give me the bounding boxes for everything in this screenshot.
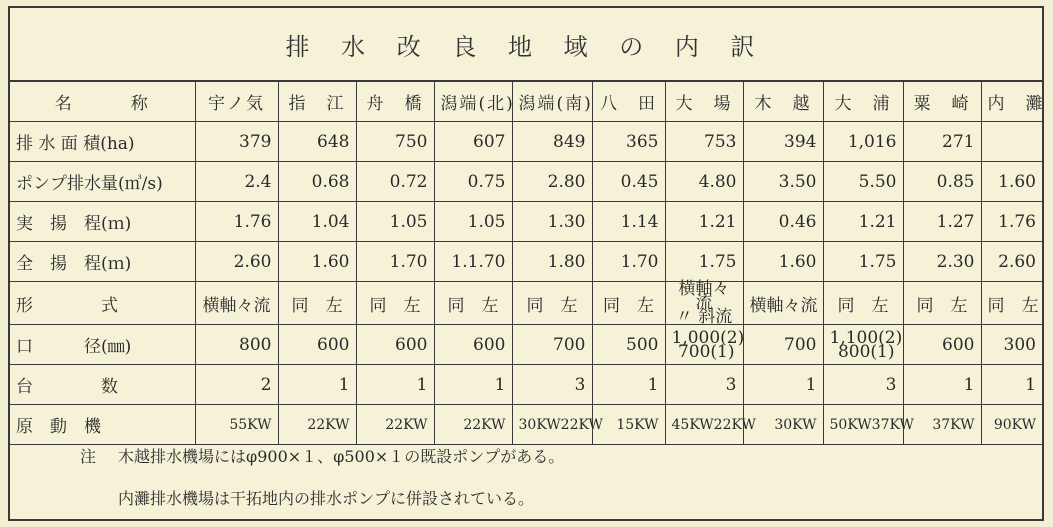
table-cell: 800 — [195, 325, 278, 365]
table-row — [10, 365, 1042, 405]
table-cell: 3.50 — [743, 162, 823, 202]
table-cell: 1.76 — [195, 202, 278, 242]
table-cell: 1 — [356, 365, 434, 405]
column-header: 大 浦 — [823, 81, 903, 122]
table-cell: 700 — [512, 325, 592, 365]
table-cell: 1 — [903, 365, 981, 405]
table-cell: 0.45 — [592, 162, 665, 202]
row-label: ポンプ排水量(㎥/s) — [10, 162, 195, 202]
table-cell: 753 — [665, 122, 743, 162]
table-cell: 30KW — [743, 405, 823, 445]
row-label: 排 水 面 積(ha) — [10, 122, 195, 162]
column-header: 大 場 — [665, 81, 743, 122]
table-cell: 1.80 — [512, 242, 592, 282]
table-cell: 1,100(2) 800(1) — [823, 325, 903, 365]
table-row — [10, 122, 1042, 162]
column-header: 潟端(北) — [434, 81, 512, 122]
table-cell: 1 — [434, 365, 512, 405]
row-label: 実 揚 程(ｍ) — [10, 202, 195, 242]
row-label: 原 動 機 — [10, 405, 195, 445]
table-cell: 1.60 — [743, 242, 823, 282]
table-cell: 1 — [278, 365, 356, 405]
table-cell: 1 — [592, 365, 665, 405]
table-cell: 3 — [823, 365, 903, 405]
table-cell: 365 — [592, 122, 665, 162]
table-cell: 648 — [278, 122, 356, 162]
table-cell: 横軸々流 〃 斜流 — [665, 282, 743, 325]
table-cell: 379 — [195, 122, 278, 162]
table-cell: 2 — [195, 365, 278, 405]
table-cell — [981, 122, 1042, 162]
column-header: 潟端(南) — [512, 81, 592, 122]
row-label: 台 数 — [10, 365, 195, 405]
table-cell: 同 左 — [512, 282, 592, 325]
column-header: 木 越 — [743, 81, 823, 122]
column-header: 宇ノ気 — [195, 81, 278, 122]
table-cell: 1.75 — [665, 242, 743, 282]
table-row — [10, 242, 1042, 282]
table-cell: 22KW — [434, 405, 512, 445]
table-cell: 607 — [434, 122, 512, 162]
table-cell: 1.30 — [512, 202, 592, 242]
table-row — [10, 282, 1042, 325]
table-cell: 2.60 — [981, 242, 1042, 282]
table-cell: 500 — [592, 325, 665, 365]
table-cell: 22KW — [356, 405, 434, 445]
table-cell: 1.14 — [592, 202, 665, 242]
table-cell: 0.68 — [278, 162, 356, 202]
header-label: 名 称 — [10, 81, 195, 122]
table-cell: 同 左 — [823, 282, 903, 325]
table-cell: 600 — [278, 325, 356, 365]
column-header: 内 灘 — [981, 81, 1042, 122]
drainage-table — [10, 80, 1045, 445]
table-cell: 0.85 — [903, 162, 981, 202]
table-cell: 2.60 — [195, 242, 278, 282]
table-cell: 5.50 — [823, 162, 903, 202]
table-cell: 394 — [743, 122, 823, 162]
table-cell: 1.04 — [278, 202, 356, 242]
table-cell: 1.1.70 — [434, 242, 512, 282]
table-cell: 55KW — [195, 405, 278, 445]
table-cell: 0.75 — [434, 162, 512, 202]
table-cell: 849 — [512, 122, 592, 162]
table-cell: 1.60 — [278, 242, 356, 282]
table-cell: 0.72 — [356, 162, 434, 202]
column-header: 舟 橋 — [356, 81, 434, 122]
table-cell: 同 左 — [356, 282, 434, 325]
table-cell: 600 — [903, 325, 981, 365]
note-line-1: 木越排水機場にはφ900×１、φ500×１の既設ポンプがある。 — [118, 447, 565, 466]
table-cell: 1.70 — [356, 242, 434, 282]
table-cell: 37KW — [903, 405, 981, 445]
table-cell: 1.75 — [823, 242, 903, 282]
note-prefix: 注 — [80, 447, 97, 466]
table-row — [10, 405, 1042, 445]
table-cell: 2.80 — [512, 162, 592, 202]
table-row — [10, 162, 1042, 202]
table-cell: 1 — [743, 365, 823, 405]
table-cell: 3 — [665, 365, 743, 405]
table-cell: 1,016 — [823, 122, 903, 162]
note-line-2: 内灘排水機場は干拓地内の排水ポンプに併設されている。 — [118, 489, 535, 508]
table-cell: 1,000(2) 700(1) — [665, 325, 743, 365]
table-cell: 271 — [903, 122, 981, 162]
table-cell: 1.21 — [823, 202, 903, 242]
table-cell: 0.46 — [743, 202, 823, 242]
table-cell: 1 — [981, 365, 1042, 405]
table-cell: 1.76 — [981, 202, 1042, 242]
header-row — [10, 81, 1042, 122]
table-cell: 1.70 — [592, 242, 665, 282]
row-label: 口 径(㎜) — [10, 325, 195, 365]
table-frame — [8, 6, 1044, 521]
column-header: 八 田 — [592, 81, 665, 122]
row-label: 形 式 — [10, 282, 195, 325]
table-cell: 45KW22KW — [665, 405, 743, 445]
table-cell: 1.05 — [356, 202, 434, 242]
table-cell: 22KW — [278, 405, 356, 445]
table-cell: 1.21 — [665, 202, 743, 242]
table-cell: 1.60 — [981, 162, 1042, 202]
table-title: 排 水 改 良 地 域 の 内 訳 — [285, 32, 767, 61]
table-cell: 同 左 — [981, 282, 1042, 325]
table-cell: 同 左 — [903, 282, 981, 325]
table-cell: 300 — [981, 325, 1042, 365]
table-cell: 横軸々流 — [743, 282, 823, 325]
table-cell: 750 — [356, 122, 434, 162]
table-cell: 600 — [356, 325, 434, 365]
row-label: 全 揚 程(ｍ) — [10, 242, 195, 282]
column-header: 粟 崎 — [903, 81, 981, 122]
table-cell: 30KW22KW — [512, 405, 592, 445]
table-cell: 700 — [743, 325, 823, 365]
table-cell: 50KW37KW — [823, 405, 903, 445]
table-cell: 同 左 — [278, 282, 356, 325]
table-cell: 横軸々流 — [195, 282, 278, 325]
table-cell: 3 — [512, 365, 592, 405]
table-cell: 600 — [434, 325, 512, 365]
table-cell: 2.4 — [195, 162, 278, 202]
table-cell: 1.27 — [903, 202, 981, 242]
table-cell: 2.30 — [903, 242, 981, 282]
column-header: 指 江 — [278, 81, 356, 122]
table-row — [10, 325, 1042, 365]
table-row — [10, 202, 1042, 242]
table-cell: 4.80 — [665, 162, 743, 202]
table-cell: 1.05 — [434, 202, 512, 242]
table-cell: 15KW — [592, 405, 665, 445]
table-cell: 同 左 — [434, 282, 512, 325]
table-cell: 90KW — [981, 405, 1042, 445]
table-cell: 同 左 — [592, 282, 665, 325]
